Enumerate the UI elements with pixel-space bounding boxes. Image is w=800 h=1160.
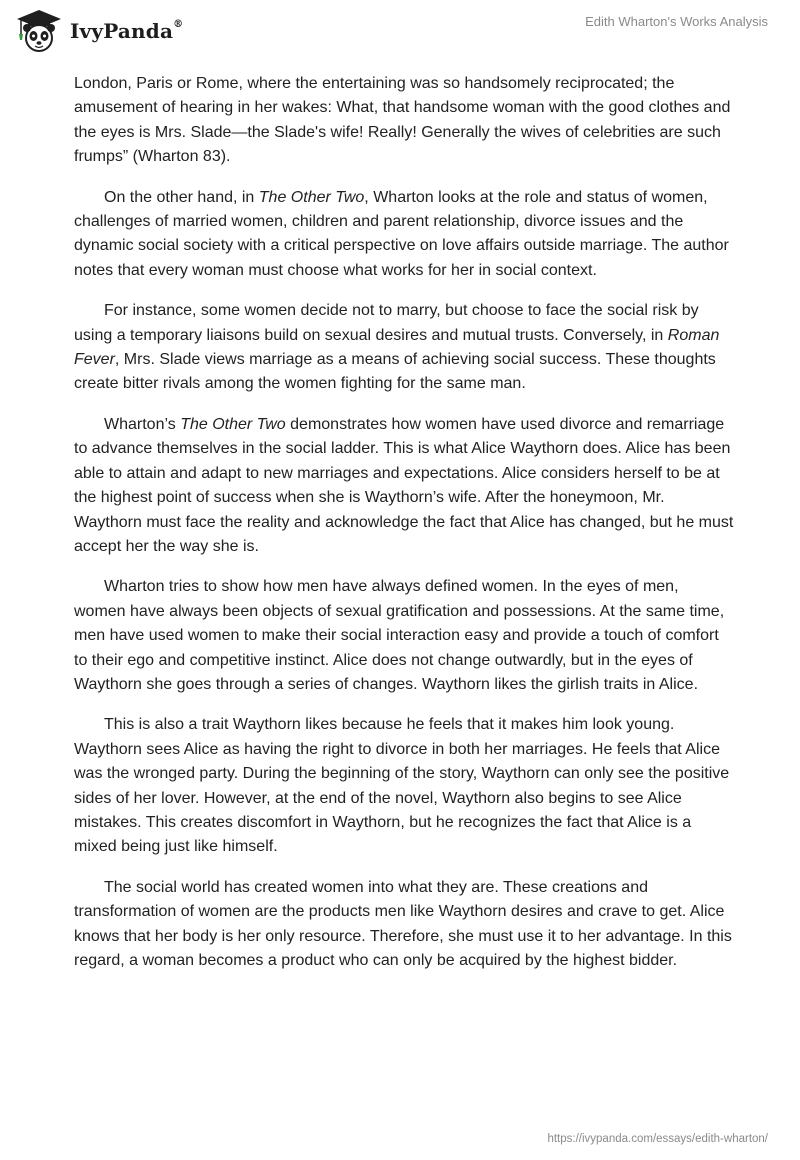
paragraph [74, 713, 734, 859]
paragraph [74, 299, 734, 397]
trademark-symbol: ® [173, 19, 184, 31]
paragraph [74, 575, 734, 697]
panda-mascot-icon [14, 8, 64, 54]
paragraph [74, 186, 734, 284]
source-url-link[interactable]: https://ivypanda.com/essays/edith-wharton/ [547, 1133, 768, 1145]
paragraph [74, 72, 734, 170]
paragraph-text: For instance, some women decide not to marry, but choose to face the social risk by using a temporary liaisons build on sexual desires and mutual trusts. Conversely, in [74, 302, 699, 344]
brand-name [70, 19, 183, 43]
paragraph [74, 413, 734, 559]
italic-title: Roman Fever [74, 326, 720, 369]
paragraph-text: Wharton’s [104, 415, 181, 433]
page-header [0, 0, 800, 70]
italic-title: The Other Two [180, 415, 286, 433]
paragraph [74, 876, 734, 974]
ivypanda-logo[interactable] [14, 8, 183, 54]
paragraph-text: , Wharton looks at the role and status of women, challenges of married women, children and parent relationship, divorce issues and the dynamic social society with a critical perspective on love affairs outside marriage. The author notes that every woman must choose what works for her in social context. [74, 188, 729, 279]
paragraph-text: demonstrates how women have used divorce and remarriage to advance themselves in the social ladder. This is what Alice Waythorn does. Alice has been able to attain and adapt to new marriages and expectations. Alice considers herself to be at the highest point of success when she is Waythorn’s wife. After the honeymoon, Mr. Waythorn must face the reality and acknowledge the fact that Alice has changed, but he must accept her the way she is. [74, 415, 734, 555]
paragraph-text: The social world has created women into what they are. These creations and transformation of women are the products men like Waythorn desires and crave to get. Alice knows that her body is her only resource. Therefore, she must use it to her advantage. In this regard, a woman becomes a product who can only be acquired by the highest bidder. [74, 878, 732, 969]
essay-body [74, 72, 734, 989]
paragraph-text: On the other hand, in [104, 188, 259, 206]
brand-text: IvyPanda [70, 19, 174, 43]
paragraph-text: This is also a trait Waythorn likes because he feels that it makes him look young. Waythorn sees Alice as having the right to divorce in both her marriages. He feels that Alice was the wronged party. During the beginning of the story, Waythorn can only see the positive sides of her lover. However, at the end of the novel, Waythorn also begins to see Alice mistakes. This creates discomfort in Waythorn, but he recognizes the fact that Alice is a mixed being just like himself. [74, 716, 730, 856]
paragraph-text: , Mrs. Slade views marriage as a means of achieving social success. These thoughts create bitter rivals among the women fighting for the same man. [74, 351, 716, 393]
paragraph-text: Wharton tries to show how men have always defined women. In the eyes of men, women have always been objects of sexual gratification and possessions. At the same time, men have used women to make their social interaction easy and provide a touch of comfort to their ego and competitive instinct. Alice does not change outwardly, but in the eyes of Waythorn she goes through a series of changes. Waythorn likes the girlish traits in Alice. [74, 578, 725, 693]
document-title: Edith Wharton's Works Analysis [585, 14, 768, 29]
italic-title: The Other Two [258, 188, 365, 206]
paragraph-text: London, Paris or Rome, where the entertaining was so handsomely reciprocated; the amusement of hearing in her wakes: What, that handsome woman with the good clothes and the eyes is Mrs. Slade—the Slade's wife! Really! Generally the wives of celebrities are such frumps” (Wharton 83). [74, 75, 731, 166]
